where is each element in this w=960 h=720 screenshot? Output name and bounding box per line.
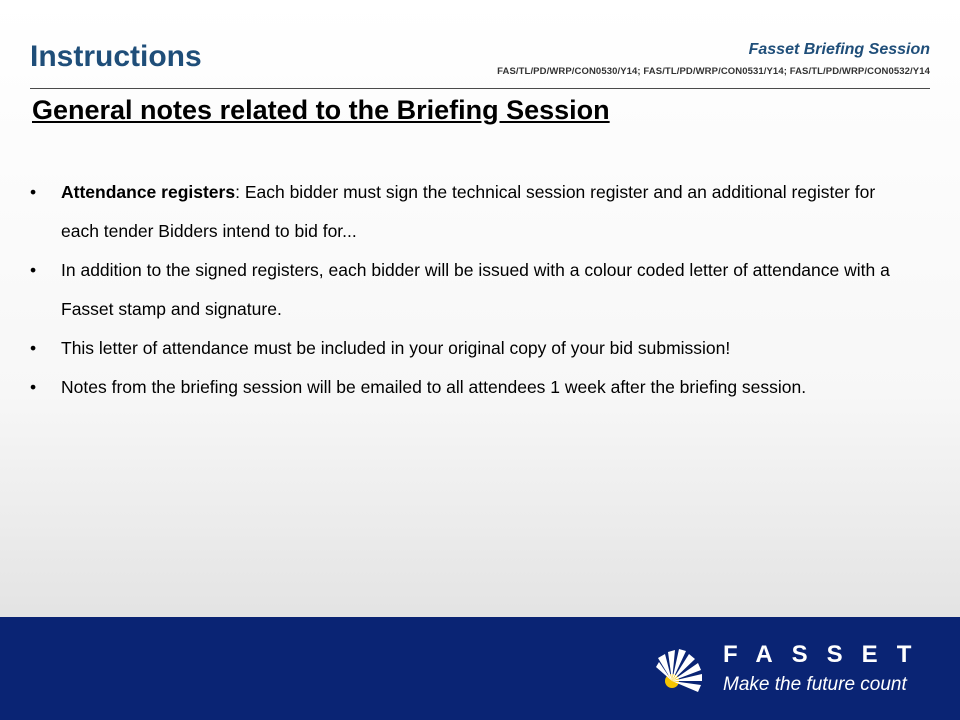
session-title: Fasset Briefing Session xyxy=(748,41,930,58)
section-heading: General notes related to the Briefing Session xyxy=(32,95,610,125)
list-item xyxy=(30,251,910,329)
bullet-text: Notes from the briefing session will be emailed to all attendees 1 week after the briefing session. xyxy=(61,377,807,397)
bullet-text: This letter of attendance must be included in your original copy of your bid submission! xyxy=(61,338,731,358)
slide-title: Instructions xyxy=(30,40,202,73)
bullet-icon: • xyxy=(30,260,37,280)
bullet-icon: • xyxy=(30,377,37,397)
notes-list xyxy=(30,173,910,407)
bullet-icon: • xyxy=(30,338,37,358)
list-item xyxy=(30,368,910,407)
fasset-sunburst-icon xyxy=(655,644,707,696)
list-item xyxy=(30,173,910,251)
tender-codes: FAS/TL/PD/WRP/CON0530/Y14; FAS/TL/PD/WRP/CON0531/Y14; FAS/TL/PD/WRP/CON0532/Y14 xyxy=(497,66,930,77)
bullet-icon: • xyxy=(30,182,37,202)
list-item xyxy=(30,329,910,368)
brand-name: FASSET xyxy=(723,641,931,668)
header-divider xyxy=(30,88,930,89)
brand-tagline: Make the future count xyxy=(723,674,907,695)
bullet-text: : Each bidder must sign the technical session register and an additional register for each tender Bidders intend to bid for... xyxy=(61,182,876,241)
bullet-text: In addition to the signed registers, each bidder will be issued with a colour coded letter of attendance with a Fasset stamp and signature. xyxy=(61,260,890,319)
bullet-lead: Attendance registers xyxy=(61,182,236,202)
